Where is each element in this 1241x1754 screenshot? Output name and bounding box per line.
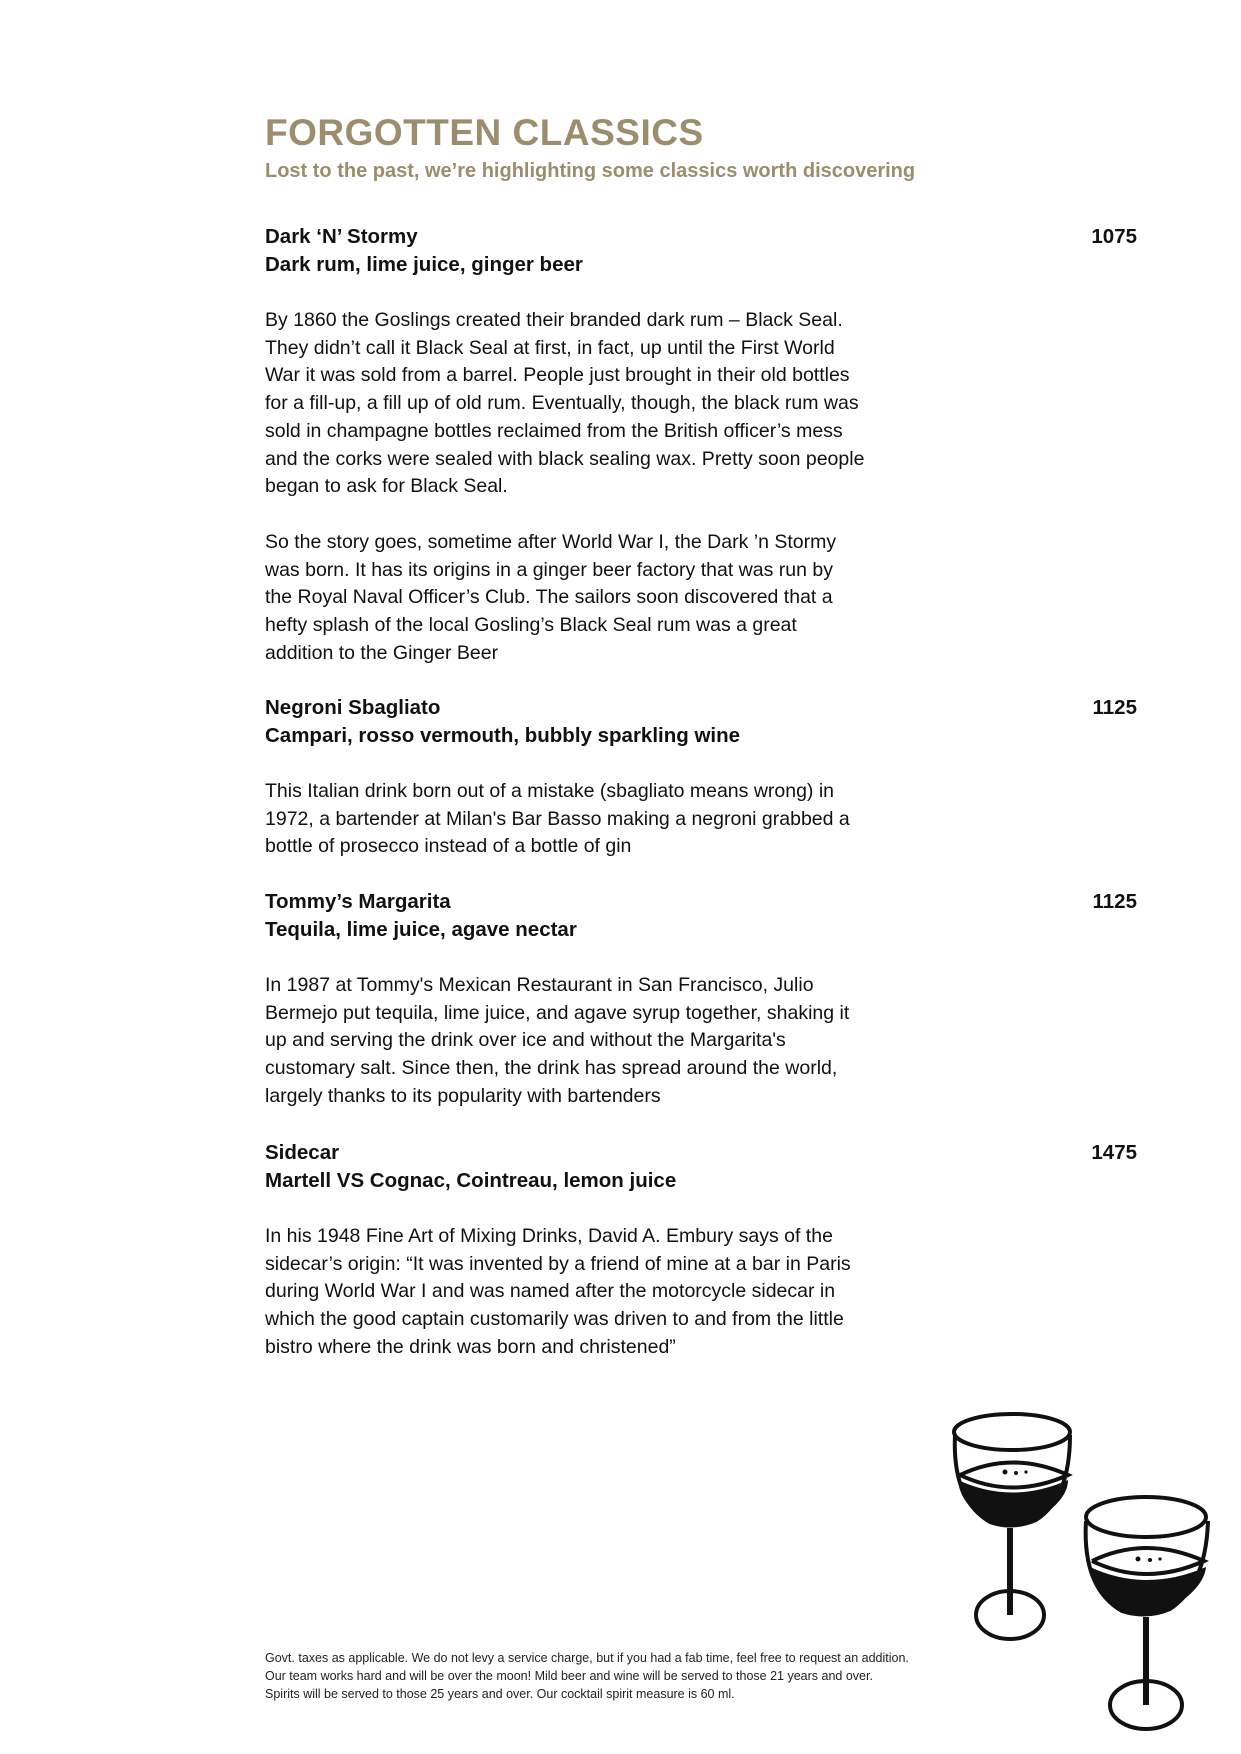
description-line: bottle of prosecco instead of a bottle of gin	[265, 835, 632, 858]
item-ingredients: Tequila, lime juice, agave nectar	[265, 918, 577, 941]
description-line: They didn’t call it Black Seal at first, in fact, up until the First World	[265, 336, 835, 359]
footer-line: Govt. taxes as applicable. We do not levy a service charge, but if you had a fab time, feel free to request an addition.	[265, 1651, 909, 1665]
description-line: was born. It has its origins in a ginger beer factory that was run by	[265, 558, 833, 581]
description-line: sidecar’s origin: “It was invented by a friend of mine at a bar in Paris	[265, 1252, 851, 1275]
description-line: In his 1948 Fine Art of Mixing Drinks, David A. Embury says of the	[265, 1225, 833, 1247]
page-title: FORGOTTEN CLASSICS	[265, 112, 704, 153]
item-ingredients: Campari, rosso vermouth, bubbly sparkling wine	[265, 724, 741, 747]
item-name: Sidecar	[265, 1141, 340, 1164]
item-description	[265, 778, 1137, 861]
footer-note	[265, 1649, 909, 1703]
menu-item	[265, 223, 1137, 667]
description-line: bistro where the drink was born and christened”	[265, 1335, 676, 1358]
item-description	[265, 307, 1137, 501]
item-price: 1125	[1092, 890, 1137, 913]
footer-line: Our team works hard and will be over the moon! Mild beer and wine will be served to those 21 years and over.	[265, 1669, 873, 1683]
description-line: This Italian drink born out of a mistake (sbagliato means wrong) in	[265, 780, 835, 802]
cocktail-glass-illustration	[950, 1410, 1090, 1645]
menu-item	[265, 694, 1137, 861]
item-price: 1125	[1092, 696, 1137, 719]
item-name: Negroni Sbagliato	[265, 696, 441, 719]
description-line: customary salt. Since then, the drink has spread around the world,	[265, 1057, 838, 1080]
description-line: 1972, a bartender at Milan's Bar Basso making a negroni grabbed a	[265, 807, 850, 830]
item-description	[265, 972, 1137, 1111]
description-line: began to ask for Black Seal.	[265, 475, 508, 498]
item-ingredients: Martell VS Cognac, Cointreau, lemon juice	[265, 1169, 677, 1192]
description-line: War it was sold from a barrel. People just brought in their old bottles	[265, 364, 850, 387]
description-line: By 1860 the Goslings created their branded dark rum – Black Seal.	[265, 309, 843, 331]
description-line: hefty splash of the local Gosling’s Black Seal rum was a great	[265, 614, 797, 637]
description-line: sold in champagne bottles reclaimed from the British officer’s mess	[265, 419, 843, 442]
description-line: So the story goes, sometime after World War I, the Dark ’n Stormy	[265, 530, 837, 553]
description-line: during World War I and was named after the motorcycle sidecar in	[265, 1280, 836, 1303]
cocktail-glass-illustration	[1080, 1493, 1225, 1733]
description-line: In 1987 at Tommy's Mexican Restaurant in San Francisco, Julio	[265, 974, 814, 996]
description-line: Bermejo put tequila, lime juice, and agave syrup together, shaking it	[265, 1001, 850, 1024]
description-line: addition to the Ginger Beer	[265, 641, 499, 664]
menu-item	[265, 888, 1137, 1111]
menu-item	[265, 1139, 1137, 1362]
description-line: which the good captain customarily was driven to and from the little	[265, 1308, 844, 1331]
item-description	[265, 1223, 1137, 1362]
item-price: 1075	[1091, 225, 1137, 248]
description-line: for a fill-up, a fill up of old rum. Eventually, though, the black rum was	[265, 392, 859, 415]
description-line: the Royal Naval Officer’s Club. The sailors soon discovered that a	[265, 586, 833, 609]
item-price: 1475	[1091, 1141, 1137, 1164]
description-line: largely thanks to its popularity with bartenders	[265, 1084, 661, 1107]
item-ingredients: Dark rum, lime juice, ginger beer	[265, 253, 583, 276]
item-description	[265, 529, 1137, 668]
footer-line: Spirits will be served to those 25 years and over. Our cocktail spirit measure is 60 ml.	[265, 1687, 735, 1701]
description-line: up and serving the drink over ice and without the Margarita's	[265, 1029, 786, 1052]
page-subtitle: Lost to the past, we’re highlighting some classics worth discovering	[265, 160, 916, 182]
description-line: and the corks were sealed with black sealing wax. Pretty soon people	[265, 447, 865, 470]
item-name: Tommy’s Margarita	[265, 890, 451, 913]
item-name: Dark ‘N’ Stormy	[265, 225, 418, 248]
